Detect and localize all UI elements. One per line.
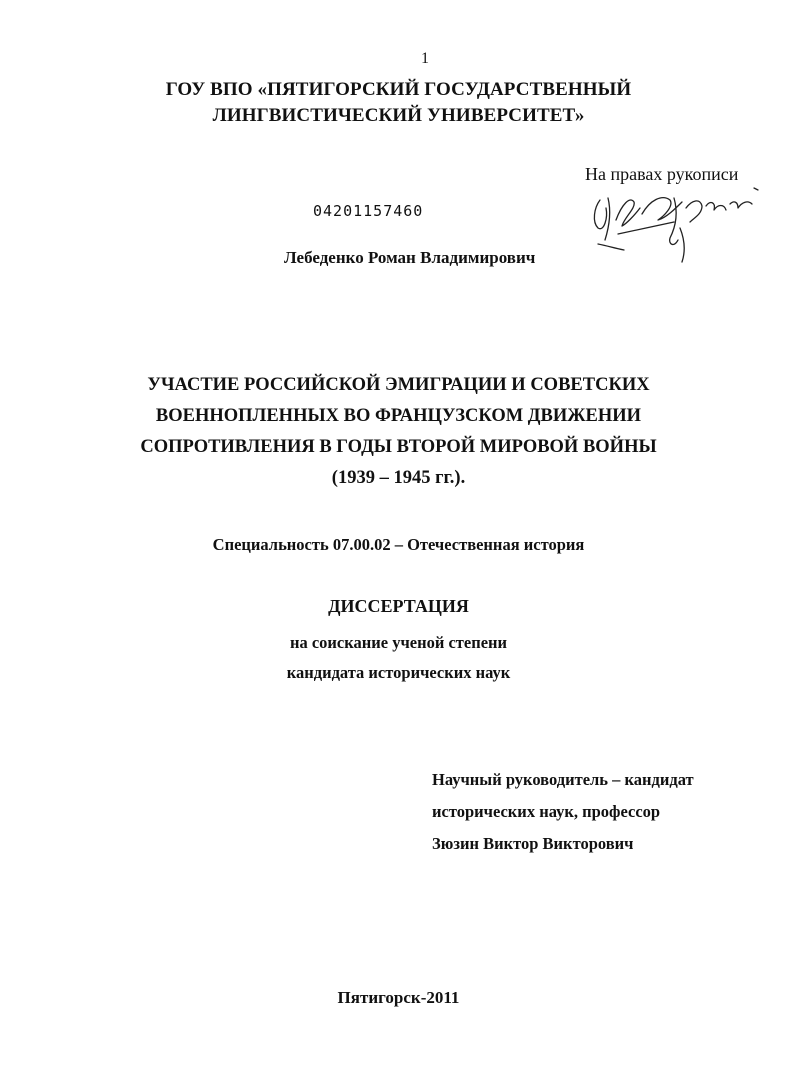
specialty: Специальность 07.00.02 – Отечественная история [212,535,585,554]
institution-line-1: ГОУ ВПО «ПЯТИГОРСКИЙ ГОСУДАРСТВЕННЫЙ [165,79,632,100]
supervisor-block [432,764,694,860]
registration-number: 04201157460 [313,202,424,220]
author-name: Лебеденко Роман Владимирович [284,248,536,267]
supervisor-line-2: исторических наук, профессор [432,802,661,821]
title-line-4: (1939 – 1945 гг.). [331,468,466,488]
supervisor-line-1: Научный руководитель – кандидат [432,770,694,789]
title-line-3: СОПРОТИВЛЕНИЯ В ГОДЫ ВТОРОЙ МИРОВОЙ ВОЙНЫ [140,437,657,457]
institution-line-2: ЛИНГВИСТИЧЕСКИЙ УНИВЕРСИТЕТ» [212,105,585,126]
handwritten-signature [578,178,763,268]
title-line-1: УЧАСТИЕ РОССИЙСКОЙ ЭМИГРАЦИИ И СОВЕТСКИХ [147,375,650,395]
institution-name [0,77,797,129]
city-year: Пятигорск-2011 [337,988,460,1007]
work-type: ДИССЕРТАЦИЯ [328,596,469,616]
supervisor-line-3: Зюзин Виктор Викторович [432,834,634,853]
page-number: 1 [421,50,429,67]
rights-note: На правах рукописи [585,164,739,184]
degree-sought [0,628,797,688]
degree-line-2: кандидата исторических наук [286,663,511,682]
title-line-2: ВОЕННОПЛЕННЫХ ВО ФРАНЦУЗСКОМ ДВИЖЕНИИ [155,406,642,426]
degree-line-1: на соискание ученой степени [289,633,508,652]
dissertation-title [0,370,797,494]
